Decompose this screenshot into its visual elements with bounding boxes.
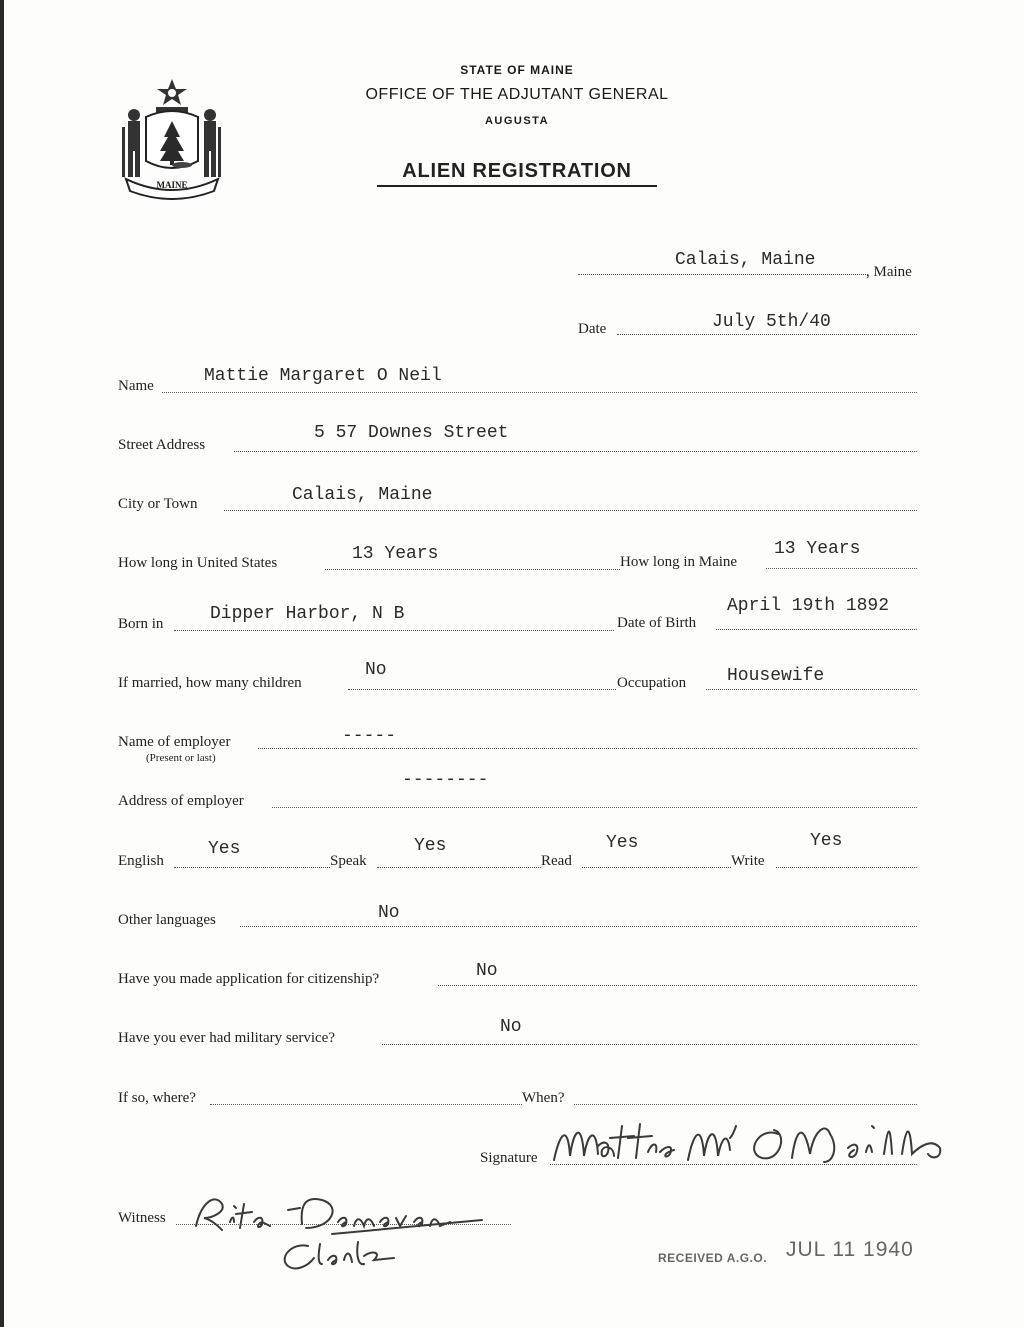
employer-address-line — [272, 807, 917, 808]
where-label: If so, where? — [118, 1090, 196, 1106]
place-line — [578, 274, 868, 275]
us-stay-value: 13 Years — [352, 544, 439, 564]
citizenship-value: No — [476, 961, 498, 981]
date-line — [617, 334, 917, 335]
us-stay-label: How long in United States — [118, 555, 278, 571]
where-line — [210, 1104, 522, 1105]
write-value: Yes — [810, 831, 843, 851]
employer-name-label: Name of employer — [118, 734, 231, 750]
children-label: If married, how many children — [118, 675, 302, 691]
received-stamp-label: RECEIVED A.G.O. — [658, 1251, 768, 1265]
us-stay-line — [325, 569, 620, 570]
children-value: No — [365, 660, 387, 680]
born-in-line — [174, 630, 614, 631]
name-value: Mattie Margaret O Neil — [204, 366, 442, 386]
military-value: No — [500, 1017, 522, 1037]
date-label: Date — [578, 321, 607, 337]
english-label: English — [118, 853, 164, 869]
born-in-value: Dipper Harbor, N B — [210, 604, 405, 624]
witness-label: Witness — [118, 1210, 166, 1226]
occupation-label: Occupation — [617, 675, 687, 691]
employer-name-value: ----- — [342, 726, 397, 746]
dob-label: Date of Birth — [617, 615, 697, 631]
date-value: July 5th/40 — [712, 312, 831, 332]
other-languages-line — [240, 926, 917, 927]
english-value: Yes — [208, 839, 241, 859]
witness-signature-handwriting — [182, 1186, 502, 1278]
street-value: 5 57 Downes Street — [314, 423, 509, 443]
speak-label: Speak — [330, 853, 367, 869]
received-stamp-date: JUL 11 1940 — [786, 1238, 914, 1261]
employer-address-value: -------- — [402, 770, 489, 790]
name-label: Name — [118, 378, 154, 394]
read-value: Yes — [606, 833, 639, 853]
place-suffix: , Maine — [866, 264, 912, 280]
citizenship-line — [438, 985, 917, 986]
speak-line — [377, 867, 541, 868]
read-line — [582, 867, 731, 868]
military-label: Have you ever had military service? — [118, 1030, 335, 1046]
street-label: Street Address — [118, 437, 206, 453]
write-label: Write — [731, 853, 765, 869]
city-line — [224, 510, 917, 511]
city-heading: AUGUSTA — [484, 115, 550, 127]
employer-address-label: Address of employer — [118, 793, 244, 809]
citizenship-label: Have you made application for citizenship? — [118, 971, 380, 987]
form-title: ALIEN REGISTRATION — [377, 160, 657, 187]
signature-handwriting — [548, 1112, 948, 1176]
dob-value: April 19th 1892 — [727, 596, 890, 616]
maine-stay-label: How long in Maine — [620, 554, 738, 570]
name-line — [162, 392, 917, 393]
born-in-label: Born in — [118, 616, 164, 632]
occupation-value: Housewife — [727, 666, 825, 686]
when-line — [574, 1104, 917, 1105]
city-value: Calais, Maine — [292, 485, 433, 505]
place-value: Calais, Maine — [675, 250, 816, 270]
employer-name-line — [258, 748, 917, 749]
occupation-line — [706, 689, 917, 690]
signature-label: Signature — [480, 1150, 538, 1166]
employer-name-note: (Present or last) — [146, 752, 216, 764]
english-line — [174, 867, 330, 868]
write-line — [776, 867, 917, 868]
read-label: Read — [541, 853, 572, 869]
seal-motto: MAINE — [156, 180, 188, 190]
speak-value: Yes — [414, 836, 447, 856]
children-line — [348, 689, 616, 690]
other-languages-value: No — [378, 903, 400, 923]
other-languages-label: Other languages — [118, 912, 216, 928]
when-label: When? — [522, 1090, 565, 1106]
maine-stay-line — [766, 568, 917, 569]
military-line — [382, 1044, 917, 1045]
maine-stay-value: 13 Years — [774, 539, 861, 559]
street-line — [234, 451, 917, 452]
city-label: City or Town — [118, 496, 198, 512]
dob-line — [716, 629, 917, 630]
state-heading: STATE OF MAINE — [460, 63, 574, 77]
office-heading: OFFICE OF THE ADJUTANT GENERAL — [365, 86, 669, 103]
